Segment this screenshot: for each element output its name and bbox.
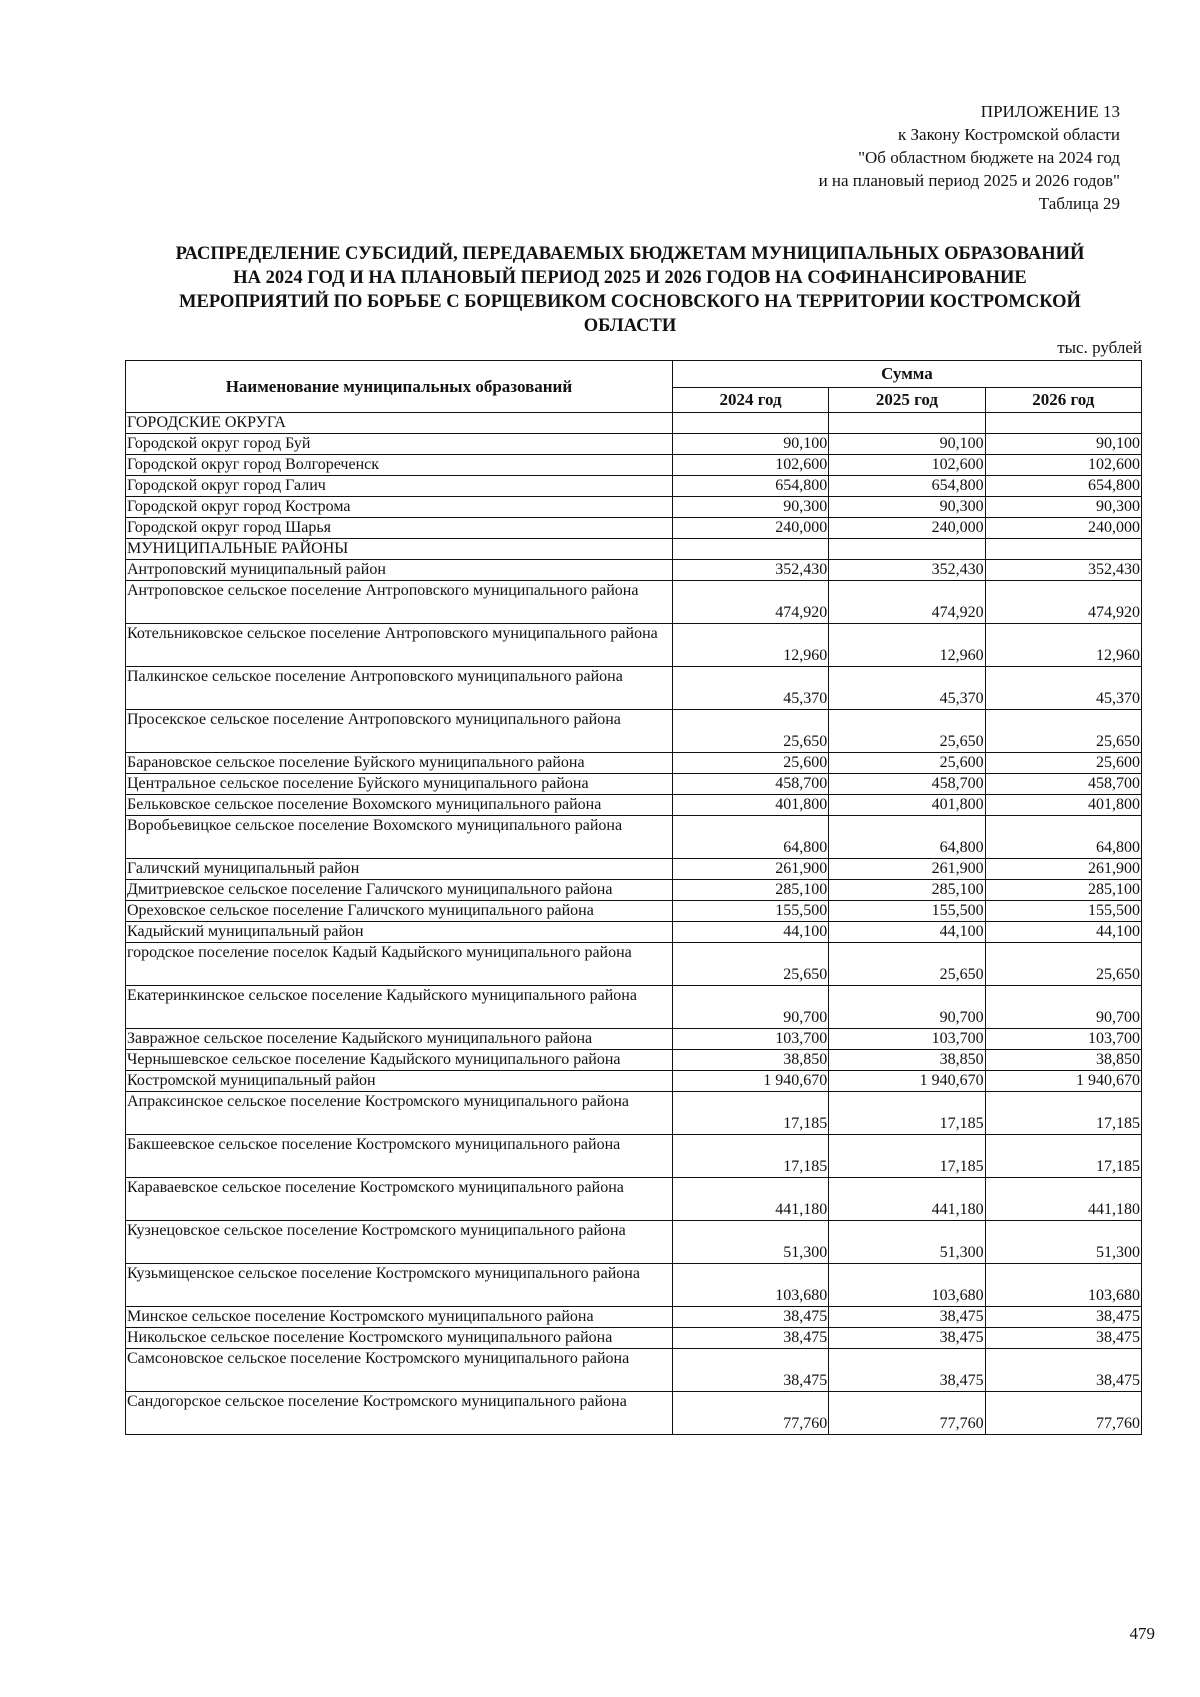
- row-name: Чернышевское сельское поселение Кадыйского муниципального района: [126, 1050, 673, 1071]
- value-2025: 12,960: [829, 624, 985, 667]
- table-row: [126, 774, 1142, 795]
- value-2026: 90,700: [985, 986, 1141, 1029]
- value-2024: 38,475: [672, 1328, 828, 1349]
- value-2026: 38,475: [985, 1349, 1141, 1392]
- table-row: [126, 1328, 1142, 1349]
- value-2024: 240,000: [672, 518, 828, 539]
- value-2024: 458,700: [672, 774, 828, 795]
- row-name: Дмитриевское сельское поселение Галичского муниципального района: [126, 880, 673, 901]
- table-row: [126, 581, 1142, 624]
- value-2024: 38,475: [672, 1307, 828, 1328]
- value-2024: 474,920: [672, 581, 828, 624]
- table-row: [126, 518, 1142, 539]
- value-2026: 654,800: [985, 476, 1141, 497]
- value-2025: 38,475: [829, 1307, 985, 1328]
- law-title-line2: и на плановый период 2025 и 2026 годов": [818, 171, 1120, 190]
- value-2024: 64,800: [672, 816, 828, 859]
- table-row: [126, 753, 1142, 774]
- value-2024: 103,680: [672, 1264, 828, 1307]
- value-2025: 45,370: [829, 667, 985, 710]
- row-name: Галичский муниципальный район: [126, 859, 673, 880]
- value-2025: 90,700: [829, 986, 985, 1029]
- value-2024: 654,800: [672, 476, 828, 497]
- value-2025: 441,180: [829, 1178, 985, 1221]
- title-line: ОБЛАСТИ: [583, 316, 677, 336]
- value-2026: [985, 413, 1141, 434]
- value-2026: 17,185: [985, 1092, 1141, 1135]
- row-name: Кадыйский муниципальный район: [126, 922, 673, 943]
- row-name: Костромской муниципальный район: [126, 1071, 673, 1092]
- value-2025: 51,300: [829, 1221, 985, 1264]
- value-2024: [672, 413, 828, 434]
- value-2024: 12,960: [672, 624, 828, 667]
- value-2026: 25,650: [985, 710, 1141, 753]
- value-2025: 90,100: [829, 434, 985, 455]
- value-2025: 458,700: [829, 774, 985, 795]
- table-row: [126, 1221, 1142, 1264]
- title-line: РАСПРЕДЕЛЕНИЕ СУБСИДИЙ, ПЕРЕДАВАЕМЫХ БЮДЖЕТАМ МУНИЦИПАЛЬНЫХ ОБРАЗОВАНИЙ: [175, 244, 1085, 264]
- value-2026: 103,700: [985, 1029, 1141, 1050]
- value-2024: 1 940,670: [672, 1071, 828, 1092]
- value-2024: 17,185: [672, 1092, 828, 1135]
- row-name: Просекское сельское поселение Антроповского муниципального района: [126, 710, 673, 753]
- row-name: Городской округ город Буй: [126, 434, 673, 455]
- value-2026: 155,500: [985, 901, 1141, 922]
- value-2026: 352,430: [985, 560, 1141, 581]
- value-2025: 103,700: [829, 1029, 985, 1050]
- row-name: Бельковское сельское поселение Вохомского муниципального района: [126, 795, 673, 816]
- value-2024: 90,100: [672, 434, 828, 455]
- column-header-sum: Сумма: [672, 361, 1141, 388]
- law-title-line1: "Об областном бюджете на 2024 год: [858, 148, 1120, 167]
- value-2024: 44,100: [672, 922, 828, 943]
- value-2026: 38,475: [985, 1307, 1141, 1328]
- row-name: Екатеринкинское сельское поселение Кадыйского муниципального района: [126, 986, 673, 1029]
- table-row: [126, 497, 1142, 518]
- table-row: [126, 1092, 1142, 1135]
- value-2025: 25,600: [829, 753, 985, 774]
- row-name: Палкинское сельское поселение Антроповского муниципального района: [126, 667, 673, 710]
- value-2026: 441,180: [985, 1178, 1141, 1221]
- value-2025: 401,800: [829, 795, 985, 816]
- value-2026: 90,100: [985, 434, 1141, 455]
- row-name: Кузьмищенское сельское поселение Костромского муниципального района: [126, 1264, 673, 1307]
- value-2024: 45,370: [672, 667, 828, 710]
- row-name: Городской округ город Галич: [126, 476, 673, 497]
- table-row: [126, 1178, 1142, 1221]
- table-row: [126, 922, 1142, 943]
- row-name: Центральное сельское поселение Буйского муниципального района: [126, 774, 673, 795]
- value-2026: 51,300: [985, 1221, 1141, 1264]
- value-2025: [829, 413, 985, 434]
- value-2026: [985, 539, 1141, 560]
- value-2024: 102,600: [672, 455, 828, 476]
- title-line: МЕРОПРИЯТИЙ ПО БОРЬБЕ С БОРЩЕВИКОМ СОСНОВСКОГО НА ТЕРРИТОРИИ КОСТРОМСКОЙ: [179, 292, 1081, 312]
- value-2025: 17,185: [829, 1092, 985, 1135]
- row-name: Котельниковское сельское поселение Антроповского муниципального района: [126, 624, 673, 667]
- value-2026: 102,600: [985, 455, 1141, 476]
- table-row: [126, 816, 1142, 859]
- value-2024: 17,185: [672, 1135, 828, 1178]
- title-line: НА 2024 ГОД И НА ПЛАНОВЫЙ ПЕРИОД 2025 И 2026 ГОДОВ НА СОФИНАНСИРОВАНИЕ: [233, 268, 1027, 288]
- value-2026: 401,800: [985, 795, 1141, 816]
- value-2026: 44,100: [985, 922, 1141, 943]
- value-2026: 45,370: [985, 667, 1141, 710]
- table-number: Таблица 29: [1038, 194, 1120, 213]
- row-name: Городской округ город Волгореченск: [126, 455, 673, 476]
- value-2026: 25,600: [985, 753, 1141, 774]
- law-reference: к Закону Костромской области: [898, 125, 1120, 144]
- value-2025: 102,600: [829, 455, 985, 476]
- value-2024: 51,300: [672, 1221, 828, 1264]
- row-name: Завражное сельское поселение Кадыйского муниципального района: [126, 1029, 673, 1050]
- row-name: Караваевское сельское поселение Костромского муниципального района: [126, 1178, 673, 1221]
- table-row: [126, 476, 1142, 497]
- appendix-header: [819, 100, 1120, 215]
- table-row: [126, 1349, 1142, 1392]
- value-2024: [672, 539, 828, 560]
- table-row: [126, 1029, 1142, 1050]
- column-header-name: Наименование муниципальных образований: [126, 361, 673, 413]
- table-row: [126, 539, 1142, 560]
- value-2025: 474,920: [829, 581, 985, 624]
- value-2024: 77,760: [672, 1392, 828, 1435]
- value-2026: 103,680: [985, 1264, 1141, 1307]
- row-name: Апраксинское сельское поселение Костромского муниципального района: [126, 1092, 673, 1135]
- value-2026: 458,700: [985, 774, 1141, 795]
- row-name: Сандогорское сельское поселение Костромского муниципального района: [126, 1392, 673, 1435]
- value-2024: 90,700: [672, 986, 828, 1029]
- table-row: [126, 413, 1142, 434]
- table-row: [126, 901, 1142, 922]
- value-2026: 285,100: [985, 880, 1141, 901]
- table-row: [126, 1307, 1142, 1328]
- row-name: Минское сельское поселение Костромского муниципального района: [126, 1307, 673, 1328]
- row-name: Городской округ город Шарья: [126, 518, 673, 539]
- column-header-2025: 2025 год: [829, 388, 985, 413]
- row-name: Бакшеевское сельское поселение Костромского муниципального района: [126, 1135, 673, 1178]
- row-name: Кузнецовское сельское поселение Костромского муниципального района: [126, 1221, 673, 1264]
- value-2026: 38,850: [985, 1050, 1141, 1071]
- value-2026: 77,760: [985, 1392, 1141, 1435]
- value-2024: 25,600: [672, 753, 828, 774]
- value-2025: 38,475: [829, 1328, 985, 1349]
- row-name: Никольское сельское поселение Костромского муниципального района: [126, 1328, 673, 1349]
- page-number: 479: [1129, 1624, 1155, 1643]
- value-2025: 38,475: [829, 1349, 985, 1392]
- value-2024: 401,800: [672, 795, 828, 816]
- table-row: [126, 1135, 1142, 1178]
- row-name: МУНИЦИПАЛЬНЫЕ РАЙОНЫ: [126, 539, 673, 560]
- value-2025: 352,430: [829, 560, 985, 581]
- value-2026: 474,920: [985, 581, 1141, 624]
- row-name: Городской округ город Кострома: [126, 497, 673, 518]
- value-2026: 64,800: [985, 816, 1141, 859]
- table-row: [126, 455, 1142, 476]
- value-2026: 12,960: [985, 624, 1141, 667]
- table-row: [126, 710, 1142, 753]
- table-row: [126, 1071, 1142, 1092]
- value-2025: 1 940,670: [829, 1071, 985, 1092]
- row-name: Антроповское сельское поселение Антроповского муниципального района: [126, 581, 673, 624]
- table-row: [126, 434, 1142, 455]
- table-row: [126, 795, 1142, 816]
- value-2025: 77,760: [829, 1392, 985, 1435]
- value-2026: 17,185: [985, 1135, 1141, 1178]
- appendix-number: ПРИЛОЖЕНИЕ 13: [980, 102, 1120, 121]
- value-2024: 285,100: [672, 880, 828, 901]
- value-2024: 90,300: [672, 497, 828, 518]
- value-2025: 25,650: [829, 943, 985, 986]
- value-2024: 38,850: [672, 1050, 828, 1071]
- table-body: [126, 413, 1142, 1435]
- value-2025: 240,000: [829, 518, 985, 539]
- value-2024: 103,700: [672, 1029, 828, 1050]
- subsidy-table: [125, 360, 1142, 1435]
- value-2024: 261,900: [672, 859, 828, 880]
- row-name: Антроповский муниципальный район: [126, 560, 673, 581]
- row-name: ГОРОДСКИЕ ОКРУГА: [126, 413, 673, 434]
- value-2025: 103,680: [829, 1264, 985, 1307]
- table-row: [126, 943, 1142, 986]
- value-2026: 240,000: [985, 518, 1141, 539]
- value-2025: 17,185: [829, 1135, 985, 1178]
- table-row: [126, 1050, 1142, 1071]
- table-row: [126, 1392, 1142, 1435]
- table-row: [126, 667, 1142, 710]
- table-row: [126, 880, 1142, 901]
- table-row: [126, 560, 1142, 581]
- row-name: Барановское сельское поселение Буйского муниципального района: [126, 753, 673, 774]
- value-2025: 261,900: [829, 859, 985, 880]
- value-2024: 155,500: [672, 901, 828, 922]
- value-2026: 38,475: [985, 1328, 1141, 1349]
- value-2025: 44,100: [829, 922, 985, 943]
- document-title: [125, 242, 1135, 338]
- row-name: Воробьевицкое сельское поселение Вохомского муниципального района: [126, 816, 673, 859]
- table-row: [126, 986, 1142, 1029]
- value-2025: 285,100: [829, 880, 985, 901]
- row-name: городское поселение поселок Кадый Кадыйского муниципального района: [126, 943, 673, 986]
- value-2025: 155,500: [829, 901, 985, 922]
- value-2024: 441,180: [672, 1178, 828, 1221]
- value-2026: 261,900: [985, 859, 1141, 880]
- column-header-2026: 2026 год: [985, 388, 1141, 413]
- value-2026: 25,650: [985, 943, 1141, 986]
- table-row: [126, 1264, 1142, 1307]
- value-2025: 654,800: [829, 476, 985, 497]
- value-2025: 38,850: [829, 1050, 985, 1071]
- value-2025: [829, 539, 985, 560]
- value-2024: 38,475: [672, 1349, 828, 1392]
- value-2026: 90,300: [985, 497, 1141, 518]
- value-2024: 352,430: [672, 560, 828, 581]
- value-2025: 64,800: [829, 816, 985, 859]
- units-label: тыс. рублей: [1057, 338, 1142, 357]
- value-2024: 25,650: [672, 943, 828, 986]
- column-header-2024: 2024 год: [672, 388, 828, 413]
- value-2025: 90,300: [829, 497, 985, 518]
- value-2025: 25,650: [829, 710, 985, 753]
- value-2024: 25,650: [672, 710, 828, 753]
- table-row: [126, 624, 1142, 667]
- table-row: [126, 859, 1142, 880]
- row-name: Ореховское сельское поселение Галичского муниципального района: [126, 901, 673, 922]
- value-2026: 1 940,670: [985, 1071, 1141, 1092]
- row-name: Самсоновское сельское поселение Костромского муниципального района: [126, 1349, 673, 1392]
